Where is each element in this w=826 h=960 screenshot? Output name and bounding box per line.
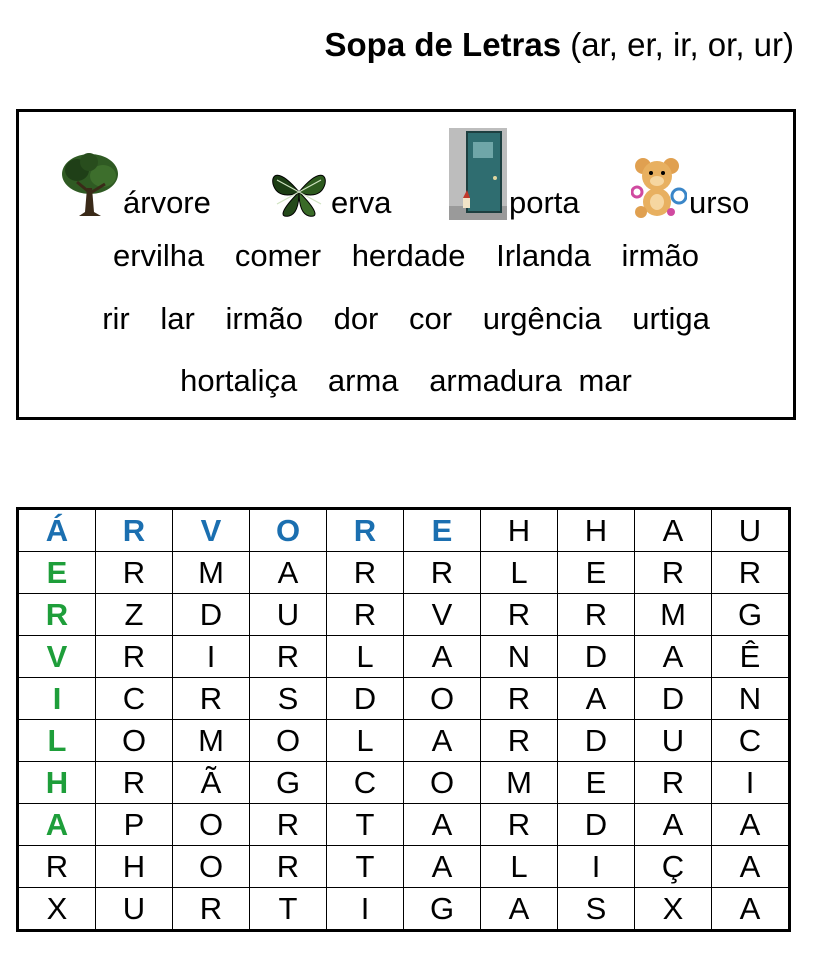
word-line-1	[19, 238, 793, 274]
page-title: Sopa de Letras (ar, er, ir, or, ur)	[324, 26, 794, 63]
grid-cell[interactable]: I	[327, 888, 404, 931]
grid-cell[interactable]: R	[712, 552, 790, 594]
teddy-bear-icon	[631, 154, 687, 220]
grid-cell[interactable]: P	[96, 804, 173, 846]
grid-cell[interactable]: R	[481, 594, 558, 636]
grid-cell[interactable]: U	[712, 509, 790, 552]
word-line-2	[19, 301, 793, 337]
grid-cell[interactable]: R	[635, 552, 712, 594]
word: hortaliça	[180, 363, 298, 398]
letter-grid	[16, 507, 791, 932]
grid-cell[interactable]: A	[712, 804, 790, 846]
word: irmão	[621, 238, 700, 273]
grid-cell[interactable]: A	[635, 804, 712, 846]
grid-row	[18, 720, 790, 762]
grid-cell[interactable]: R	[404, 552, 481, 594]
grid-row	[18, 509, 790, 552]
grid-cell[interactable]: A	[712, 888, 790, 931]
picture-word-porta	[449, 128, 580, 220]
grid-cell[interactable]: T	[327, 846, 404, 888]
grid-cell[interactable]: A	[712, 846, 790, 888]
grid-cell[interactable]: O	[404, 762, 481, 804]
grid-cell[interactable]: D	[558, 720, 635, 762]
grid-cell[interactable]: Á	[18, 509, 96, 552]
grid-cell[interactable]: R	[96, 509, 173, 552]
grid-cell[interactable]: G	[712, 594, 790, 636]
grid-cell[interactable]: T	[250, 888, 327, 931]
grid-cell[interactable]: R	[250, 846, 327, 888]
grid-cell[interactable]: U	[96, 888, 173, 931]
grid-cell[interactable]: R	[96, 552, 173, 594]
grid-cell[interactable]: R	[481, 720, 558, 762]
grid-cell[interactable]: C	[327, 762, 404, 804]
grid-cell[interactable]: M	[173, 720, 250, 762]
word: urgência	[482, 301, 602, 336]
grid-cell[interactable]: E	[18, 552, 96, 594]
grid-cell[interactable]: Ê	[712, 636, 790, 678]
grid-cell[interactable]: X	[635, 888, 712, 931]
word: ervilha	[112, 238, 205, 273]
grid-cell[interactable]: R	[327, 552, 404, 594]
grid-cell[interactable]: O	[96, 720, 173, 762]
picture-word-label: erva	[331, 185, 392, 220]
grid-cell[interactable]: D	[558, 804, 635, 846]
grid-cell[interactable]: A	[404, 636, 481, 678]
grid-cell[interactable]: I	[18, 678, 96, 720]
grid-cell[interactable]: G	[404, 888, 481, 931]
picture-word-label: urso	[689, 185, 750, 220]
grid-cell[interactable]: A	[404, 846, 481, 888]
grid-cell[interactable]: R	[96, 762, 173, 804]
picture-word-urso	[631, 154, 749, 220]
word: lar	[160, 301, 195, 336]
grid-cell[interactable]: E	[558, 762, 635, 804]
word: urtiga	[632, 301, 710, 336]
grid-cell[interactable]: Ã	[173, 762, 250, 804]
grid-cell[interactable]: O	[250, 720, 327, 762]
grid-cell[interactable]: A	[404, 804, 481, 846]
picture-words-row	[19, 112, 793, 232]
word: rir	[102, 301, 130, 336]
grid-cell[interactable]: L	[18, 720, 96, 762]
grid-row	[18, 636, 790, 678]
grid-cell[interactable]: Z	[96, 594, 173, 636]
grid-cell[interactable]: R	[18, 846, 96, 888]
grid-cell[interactable]: H	[481, 509, 558, 552]
grid-cell[interactable]: R	[96, 636, 173, 678]
herb-leaf-icon	[269, 164, 329, 220]
grid-cell[interactable]: G	[250, 762, 327, 804]
grid-cell[interactable]: L	[327, 720, 404, 762]
grid-row	[18, 888, 790, 931]
grid-cell[interactable]: A	[635, 509, 712, 552]
picture-word-label: porta	[509, 185, 580, 220]
grid-cell[interactable]: O	[173, 804, 250, 846]
grid-row	[18, 552, 790, 594]
grid-row	[18, 594, 790, 636]
word-line-3	[19, 363, 793, 399]
grid-cell[interactable]: R	[481, 804, 558, 846]
grid-cell[interactable]: S	[558, 888, 635, 931]
grid-cell[interactable]: H	[558, 509, 635, 552]
word: Irlanda	[496, 238, 591, 273]
grid-cell[interactable]: X	[18, 888, 96, 931]
grid-cell[interactable]: R	[173, 678, 250, 720]
word-list-box	[16, 109, 796, 420]
grid-cell[interactable]: R	[250, 636, 327, 678]
grid-cell[interactable]: C	[712, 720, 790, 762]
grid-cell[interactable]: H	[96, 846, 173, 888]
grid-cell[interactable]: V	[173, 509, 250, 552]
grid-cell[interactable]: M	[635, 594, 712, 636]
grid-cell[interactable]: D	[635, 678, 712, 720]
grid-cell[interactable]: R	[327, 594, 404, 636]
picture-word-arvore	[59, 150, 211, 220]
word: herdade	[351, 238, 466, 273]
grid-row	[18, 678, 790, 720]
grid-cell[interactable]: S	[250, 678, 327, 720]
word: irmão	[225, 301, 303, 336]
grid-cell[interactable]: L	[481, 846, 558, 888]
word: cor	[409, 301, 453, 336]
grid-cell[interactable]: A	[404, 720, 481, 762]
grid-cell[interactable]: A	[481, 888, 558, 931]
grid-cell[interactable]: U	[250, 594, 327, 636]
grid-cell[interactable]: E	[404, 509, 481, 552]
tree-icon	[59, 150, 121, 220]
grid-cell[interactable]: O	[404, 678, 481, 720]
grid-cell[interactable]: O	[250, 509, 327, 552]
grid-cell[interactable]: M	[173, 552, 250, 594]
grid-cell[interactable]: C	[96, 678, 173, 720]
grid-cell[interactable]: D	[558, 636, 635, 678]
grid-cell[interactable]: A	[635, 636, 712, 678]
grid-cell[interactable]: H	[18, 762, 96, 804]
grid-row	[18, 846, 790, 888]
grid-cell[interactable]: R	[250, 804, 327, 846]
grid-cell[interactable]: U	[635, 720, 712, 762]
grid-cell[interactable]: E	[558, 552, 635, 594]
word: comer	[234, 238, 322, 273]
grid-cell[interactable]: A	[250, 552, 327, 594]
word: armadura mar	[429, 363, 632, 398]
picture-word-erva	[269, 164, 391, 220]
grid-cell[interactable]: I	[712, 762, 790, 804]
grid-cell[interactable]: R	[481, 678, 558, 720]
door-icon	[449, 128, 507, 220]
grid-cell[interactable]: R	[173, 888, 250, 931]
grid-cell[interactable]: O	[173, 846, 250, 888]
grid-cell[interactable]: A	[18, 804, 96, 846]
word: dor	[333, 301, 379, 336]
grid-cell[interactable]: I	[558, 846, 635, 888]
grid-row	[18, 804, 790, 846]
grid-cell[interactable]: Ç	[635, 846, 712, 888]
grid-cell[interactable]: I	[173, 636, 250, 678]
grid-cell[interactable]: N	[712, 678, 790, 720]
grid-row	[18, 762, 790, 804]
grid-cell[interactable]: L	[327, 636, 404, 678]
grid-cell[interactable]: A	[558, 678, 635, 720]
grid-cell[interactable]: D	[327, 678, 404, 720]
word: arma	[327, 363, 399, 398]
grid-cell[interactable]: N	[481, 636, 558, 678]
grid-cell[interactable]: D	[173, 594, 250, 636]
grid-cell[interactable]: R	[327, 509, 404, 552]
grid-cell[interactable]: V	[18, 636, 96, 678]
picture-word-label: árvore	[123, 185, 211, 220]
grid-cell[interactable]: V	[404, 594, 481, 636]
grid-cell[interactable]: R	[635, 762, 712, 804]
grid-cell[interactable]: R	[18, 594, 96, 636]
grid-cell[interactable]: L	[481, 552, 558, 594]
grid-cell[interactable]: M	[481, 762, 558, 804]
grid-cell[interactable]: R	[558, 594, 635, 636]
grid-cell[interactable]: T	[327, 804, 404, 846]
